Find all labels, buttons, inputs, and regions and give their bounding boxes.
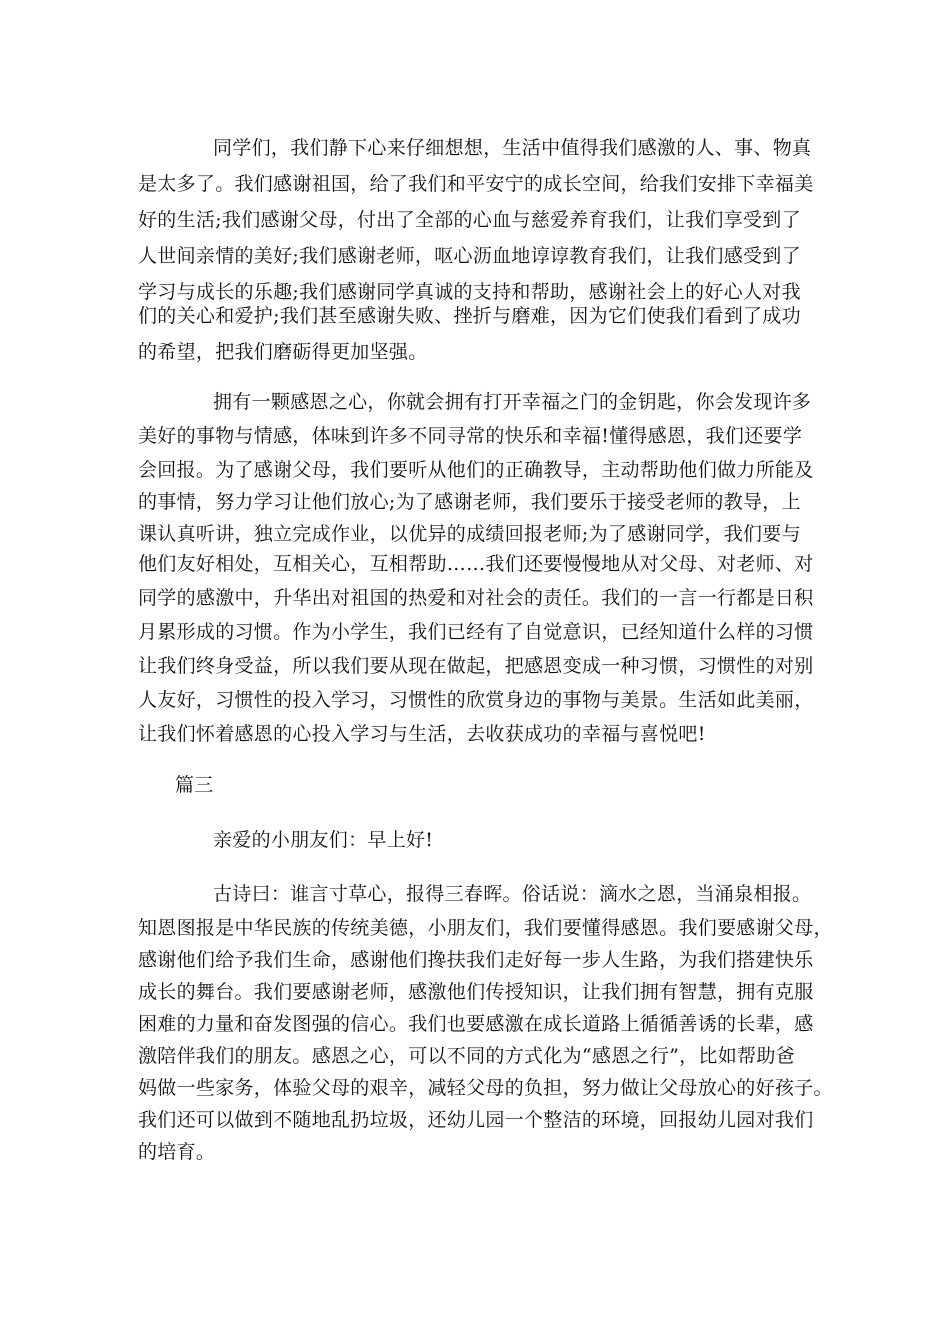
paragraph-line: 困难的力量和奋发图强的信心。我们也要感激在成长道路上循循善诱的长辈，感 bbox=[138, 1013, 814, 1035]
paragraph-line: 知恩图报是中华民族的传统美德，小朋友们，我们要懂得感恩。我们要感谢父母， bbox=[138, 917, 833, 939]
paragraph-line: 让我们终身受益，所以我们要从现在做起，把感恩变成一种习惯，习惯性的对别 bbox=[138, 655, 814, 677]
paragraph-line: 学习与成长的乐趣;我们感谢同学真诚的支持和帮助，感谢社会上的好心人对我 bbox=[138, 281, 801, 303]
paragraph-line: 的培育。 bbox=[138, 1141, 216, 1163]
paragraph-line: 们的关心和爱护;我们甚至感谢失败、挫折与磨难，因为它们使我们看到了成功 bbox=[138, 305, 801, 327]
paragraph-line: 好的生活;我们感谢父母，付出了全部的心血与慈爱养育我们，让我们享受到了 bbox=[138, 209, 801, 231]
greeting-line: 亲爱的小朋友们：早上好! bbox=[213, 829, 434, 851]
paragraph-line: 他们友好相处，互相关心，互相帮助……我们还要慢慢地从对父母、对老师、对 bbox=[138, 553, 814, 575]
paragraph-line: 妈做一些家务，体验父母的艰辛，减轻父母的负担，努力做让父母放心的好孩子。 bbox=[138, 1077, 833, 1099]
paragraph-line: 感谢他们给予我们生命，感谢他们搀扶我们走好每一步人生路，为我们搭建快乐 bbox=[138, 949, 814, 971]
paragraph-line: 拥有一颗感恩之心，你就会拥有打开幸福之门的金钥匙，你会发现许多 bbox=[213, 391, 812, 413]
paragraph-line: 古诗曰：谁言寸草心，报得三春晖。俗话说：滴水之恩，当涌泉相报。 bbox=[213, 883, 812, 905]
paragraph-line: 人世间亲情的美好;我们感谢老师，呕心沥血地谆谆教育我们，让我们感受到了 bbox=[138, 245, 801, 267]
paragraph-line: 人友好，习惯性的投入学习，习惯性的欣赏身边的事物与美景。生活如此美丽， bbox=[138, 689, 814, 711]
paragraph-line: 的希望，把我们磨砺得更加坚强。 bbox=[138, 341, 428, 363]
paragraph-line: 课认真听讲，独立完成作业，以优异的成绩回报老师;为了感谢同学，我们要与 bbox=[138, 523, 801, 545]
paragraph-line: 的事情，努力学习让他们放心;为了感谢老师，我们要乐于接受老师的教导，上 bbox=[138, 491, 801, 513]
paragraph-line: 同学的感激中，升华出对祖国的热爱和对社会的责任。我们的一言一行都是日积 bbox=[138, 587, 814, 609]
paragraph-line: 美好的事物与情感，体味到许多不同寻常的快乐和幸福!懂得感恩，我们还要学 bbox=[138, 425, 803, 447]
paragraph-line: 是太多了。我们感谢祖国，给了我们和平安宁的成长空间，给我们安排下幸福美 bbox=[138, 173, 814, 195]
paragraph-line: 成长的舞台。我们要感谢老师，感激他们传授知识，让我们拥有智慧，拥有克服 bbox=[138, 981, 814, 1003]
paragraph-line: 让我们怀着感恩的心投入学习与生活，去收获成功的幸福与喜悦吧! bbox=[138, 723, 706, 745]
section-heading: 篇三 bbox=[175, 774, 214, 796]
paragraph-line: 月累形成的习惯。作为小学生，我们已经有了自觉意识，已经知道什么样的习惯 bbox=[138, 621, 814, 643]
paragraph-line: 激陪伴我们的朋友。感恩之心，可以不同的方式化为“感恩之行”，比如帮助爸 bbox=[138, 1045, 795, 1067]
paragraph-line: 我们还可以做到不随地乱扔垃圾，还幼儿园一个整洁的环境，回报幼儿园对我们 bbox=[138, 1109, 814, 1131]
paragraph-line: 同学们，我们静下心来仔细想想，生活中值得我们感激的人、事、物真 bbox=[213, 137, 812, 159]
paragraph-line: 会回报。为了感谢父母，我们要听从他们的正确教导，主动帮助他们做力所能及 bbox=[138, 459, 814, 481]
